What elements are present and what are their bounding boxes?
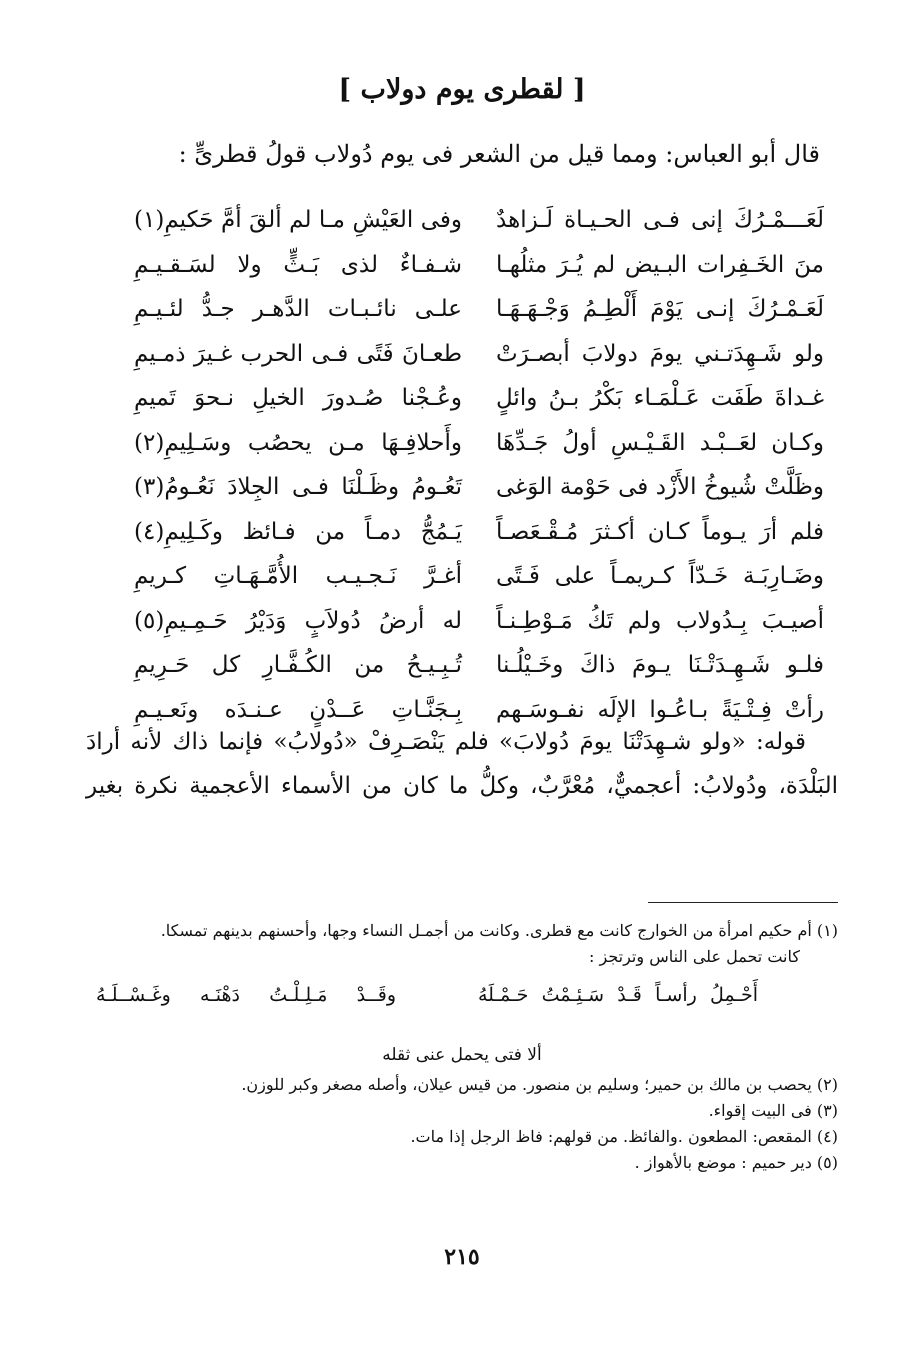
footnote-verse-second-hemistich: وقَــدْ مَـلِـلْـتُ دَهْنَـه وغَـسْــلَـهُ [96,984,396,1006]
intro-line: قال أبو العباس: ومما قيل من الشعر فى يوم دُولاب قولُ قطرىٍّ : [178,140,820,168]
verse-second-hemistich: علـى نائـبـات الدَّهـر جـدُّ لئـيـمِ [134,296,462,322]
footnote-1: (١) أم حكيم امرأة من الخوارج كانت مع قطرى. وكانت من أجمـل النساء وجها، وأحسنهم بدينهم تمسكا. [160,921,838,940]
verse-first-hemistich: فلـو شَـهِـدَتْـنَا يـومَ ذاكَ وخَـيْلُـنا [496,652,824,678]
verse-second-hemistich: شـفـاءٌ لذى بَـثٍّ ولا لسَـقـيـمِ [134,251,462,278]
commentary-line: البَلْدَة، ودُولابُ: أعجميٌّ، مُعْرَّبٌ، وكلُّ ما كان من الأسماء الأعجمية نكرة بغير [86,773,838,799]
verse [0,200,924,245]
verse [0,334,924,379]
verse-first-hemistich: غـداةَ طَفَت عَـلْمَـاء بَكْرُ بـنُ وائلٍ [496,385,824,411]
verse-first-hemistich: أصيـبَ بِـدُولاب ولم تَكُ مَـوْطِـنـاً [496,607,824,634]
section-title: [ لقطرى يوم دولاب ] [338,74,586,105]
page-number: ٢١٥ [444,1244,480,1270]
verse [0,556,924,601]
verse [0,645,924,690]
footnote-divider [648,902,838,903]
verse-first-hemistich: وكـان لعَــبْـد القَـيْـسِ أولُ جَـدِّهَا [496,429,824,456]
commentary [86,720,838,808]
verse-second-hemistich: أغـرَّ نَـجـيـب الأُمَّـهَـاتِ كـريمِ [134,563,462,589]
verse-second-hemistich: وفى العَيْشِ مـا لم ألقَ أمَّ حَكيمِ(١) [134,207,462,233]
footnote-1-continuation: كانت تحمل على الناس وترتجز : [589,947,800,966]
footnote-2: (٢) يحصب بن مالك بن حمير؛ وسليم بن منصور. من قيس عيلان، وأصله مصغر وكبر للوزن. [241,1075,838,1094]
footnote-verse [86,980,838,1030]
verse-second-hemistich: تَعُـومُ وظَـلْنَا فـى الجِلادَ نَعُـومُ(٣) [134,474,462,500]
verse [0,601,924,646]
verse-first-hemistich: رأتْ فِـتْـيَةً بـاعُـوا الإلَه نفـوسَـهم [496,696,824,723]
verse-second-hemistich: طعـانَ فَتًى فـى الحرب غـيرَ ذمـيمِ [134,340,462,367]
verse [0,289,924,334]
verse-first-hemistich: لَعَـمْـرُكَ إنـى يَوْمَ أَلْطِـمُ وَجْـهَـهَـا [496,296,824,322]
verse-second-hemistich: تُـبِـيـحُ من الكُـفَّـارِ كل حَـرِيمِ [134,652,462,678]
verse-second-hemistich: يَـمُجُّ دمـاً من فـائظ وكَـلِيمِ(٤) [134,518,462,545]
verse-first-hemistich: وضَـارِبَـة خَـدّاً كـريمـاً على فَـتًى [496,563,824,589]
verse-first-hemistich: فلم أرَ يـوماً كـان أكـثرَ مُـقْـعَصـاً [496,518,824,545]
verse-first-hemistich: وظَلَّتْ شُيوخُ الأَزْد فى حَوْمة الوَغى [496,474,824,500]
verse [0,467,924,512]
verse-second-hemistich: وأَحلافِـهَا مـن يحصُب وسَـلِيمِ(٢) [134,429,462,456]
footnote-5: (٥) دير حميم : موضع بالأهواز . [634,1153,838,1172]
verse [0,378,924,423]
footnote-verse-line: ألا فتى يحمل عنى ثقله [382,1045,542,1065]
poem [0,200,924,734]
footnote-4: (٤) المقعص: المطعون .والفائظ. من قولهم: فاظ الرجل إذا مات. [410,1127,838,1146]
commentary-line: قوله: «ولو شـهِدَتْنَا يومَ دُولابَ» فلم يَنْصَـرِفْ «دُولابُ» فإنما ذاك لأنه أرادَ [86,729,806,755]
verse [0,423,924,468]
verse-first-hemistich: ولو شَـهِدَتـني يومَ دولابَ أبصـرَتْ [496,340,824,367]
verse [0,512,924,557]
footnote-verse-first-hemistich: أَحْـمِلُ رأسـاً قَـدْ سَـئِـمْتُ حَـمْـلَهُ [478,984,758,1006]
verse-first-hemistich: منَ الخَـفِرات البـيض لم يُـرَ مثلُهـا [496,251,824,278]
verse-second-hemistich: بِـجَنَّـاتِ عَــدْنٍ عـنـدَه ونَعـيـمِ [134,696,462,723]
verse-first-hemistich: لَعَـــمْـرُكَ إنى فـى الحـيـاة لَـزاهدٌ [496,207,824,233]
verse-second-hemistich: وعُـجْنا صُـدورَ الخيلِ نـحوَ تَميمِ [134,385,462,411]
footnote-3: (٣) فى البيت إقواء. [708,1101,838,1120]
footnotes [86,918,838,1176]
verse-second-hemistich: له أرضُ دُولاَبٍ وَدَيْرُ حَـمِـيمِ(٥) [134,607,462,634]
verse [0,245,924,290]
